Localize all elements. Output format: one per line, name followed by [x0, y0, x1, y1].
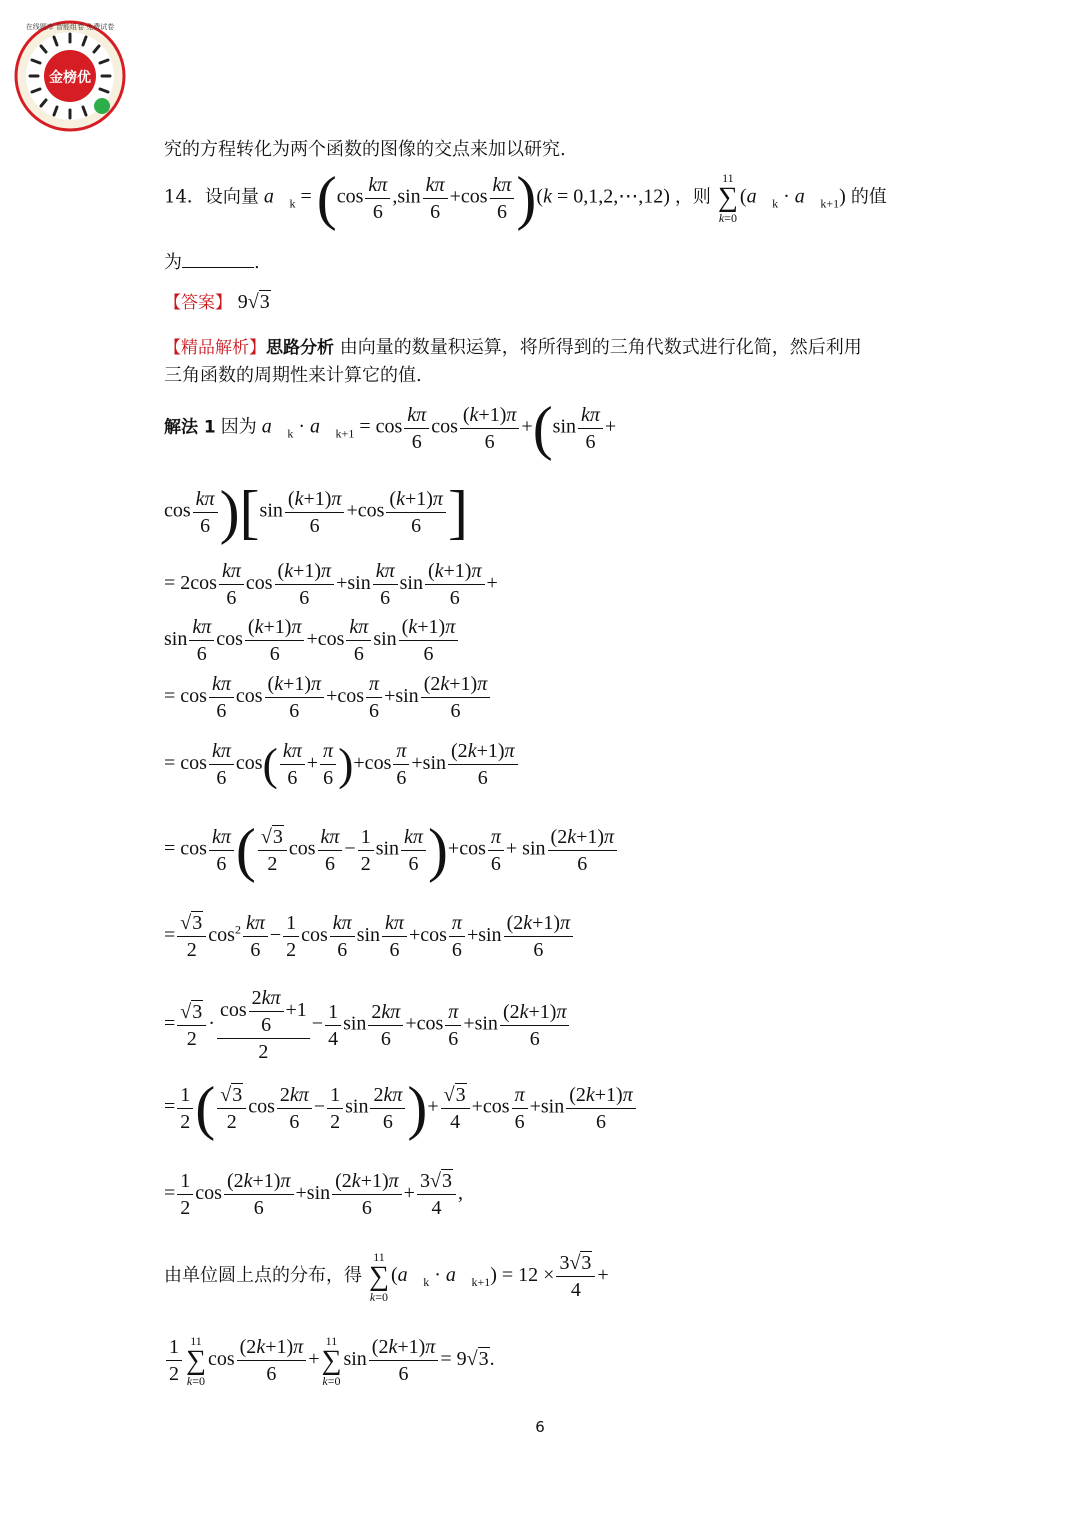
- answer-blank: [182, 249, 254, 268]
- answer-tag: 【答案】: [164, 293, 232, 313]
- step-11: = $\frac{1}{2}$ cos $\frac{(2k+1)\pi}{6}$ +sin $\frac{(2k+1)\pi}{6}$ + $\frac{3√3}{4}$ ,: [164, 1170, 463, 1219]
- brand-logo: [14, 20, 126, 132]
- logo-brand-text: 金榜优: [49, 70, 91, 86]
- blank-prefix: 为: [164, 252, 182, 273]
- analysis-tag: 【精品解析】: [164, 338, 266, 358]
- step-10: = $\frac{1}{2}$ ( $\frac{√3}{2}$ cos $\frac{2k\pi}{6}$ − $\frac{1}{2}$ sin $\frac{2k\pi}{6}$ )+ $\frac{√3}{4}$ +cos $\frac{\pi}{6}$ +sin $\frac{(2k+1)\pi}{6}$: [164, 1078, 638, 1138]
- step-8: = $\frac{√3}{2}$ $\cos^2$ $\frac{k\pi}{6}$ − $\frac{1}{2}$ cos $\frac{k\pi}{6}$ sin $\frac{k\pi}{6}$ +cos $\frac{\pi}{6}$ +sin $\frac{(2k+1)\pi}{6}$: [164, 910, 575, 963]
- analysis-title: 思路分析: [266, 338, 334, 358]
- step-1: 解法 1 因为 $a⃗_k$ · $a⃗_{k+1} = \cos$ $\frac{k\pi}{6}$ cos $\frac{(k+1)\pi}{6}$ +(sin $\frac{k\pi}{6}$ +: [164, 395, 617, 461]
- step-12: 由单位圆上点的分布，得 11 ∑ $k=0(a⃗_k$ · $a⃗_{k+1}) = 12$ × $\frac{3√3}{4}$ +: [164, 1249, 609, 1304]
- step-13: $\frac{1}{2}$ 11 ∑ k=0cos $\frac{(2k+1)\pi}{6}$ +11 ∑ k=0sin $\frac{(2k+1)\pi}{6}$ = 9√3.: [164, 1334, 495, 1387]
- step-5: = cos $\frac{k\pi}{6}$ cos $\frac{(k+1)\pi}{6}$ +cos $\frac{\pi}{6}$ +sin $\frac{(2k+1)\pi}{6}$: [164, 671, 492, 724]
- step-4: sin $\frac{k\pi}{6}$ cos $\frac{(k+1)\pi}{6}$ +cos $\frac{k\pi}{6}$ sin $\frac{(k+1)\pi}{6}$: [164, 614, 460, 667]
- unit-circle-text: 由单位圆上点的分布，得: [164, 1265, 362, 1287]
- answer-line: 【答案】 9√3: [164, 291, 270, 313]
- step-7: = cos $\frac{k\pi}{6}$ ( $\frac{√3}{2}$ cos $\frac{k\pi}{6}$ − $\frac{1}{2}$ sin $\frac{k\pi}{6}$ )+cos $\frac{\pi}{6}$ + sin $\frac{(2k+1)\pi}{6}$: [164, 820, 619, 880]
- step-9: = $\frac{√3}{2}$ · cos $\frac{2k\pi}{6}$ +1 2 − $\frac{1}{4}$ sin $\frac{2k\pi}{6}$ +cos $\frac{\pi}{6}$ +sin $\frac{(2k+1)\pi}{6}$: [164, 985, 571, 1065]
- method-label: 解法 1: [164, 417, 216, 438]
- problem-14-then: ，则: [674, 186, 711, 208]
- step-6: = cos $\frac{k\pi}{6}$ cos( $\frac{k\pi}{6}$ + $\frac{\pi}{6}$ )+cos $\frac{\pi}{6}$ +sin $\frac{(2k+1)\pi}{6}$: [164, 738, 520, 791]
- analysis-line-2: 三角函数的周期性来计算它的值.: [164, 365, 422, 386]
- problem-14: 14．设向量 $a⃗_k = (\cos$ $\frac{k\pi}{6}$ ,sin $\frac{k\pi}{6}$ +cos $\frac{k\pi}{6}$ )(k = 0,1,2,⋯,12) ，则 11 ∑ $k=0(a⃗_k$ · $a⃗_{k+1}$) 的值: [164, 165, 887, 231]
- problem-14-value: 的值: [850, 186, 887, 208]
- logo-ring-text: 在线题库 智能组卷 免费试卷: [25, 23, 115, 31]
- blank-end: .: [254, 252, 260, 273]
- problem-14-blank-line: [164, 248, 260, 274]
- text-line-1: 究的方程转化为两个函数的图像的交点来加以研究.: [164, 139, 566, 160]
- step-3: = 2cos $\frac{k\pi}{6}$ cos $\frac{(k+1)\pi}{6}$ +sin $\frac{k\pi}{6}$ sin $\frac{(k+1)\pi}{6}$ +: [164, 560, 498, 609]
- problem-14-prefix: 14．设向量: [164, 186, 259, 208]
- analysis-text: 由向量的数量积运算，将所得到的三角代数式进行化简，然后利用: [339, 337, 862, 358]
- step-2: cos $\frac{k\pi}{6}$ )[sin $\frac{(k+1)\pi}{6}$ +cos $\frac{(k+1)\pi}{6}$ ]: [164, 479, 468, 545]
- because-text: 因为: [220, 416, 257, 438]
- analysis-line: [164, 333, 862, 359]
- page-number: 6: [535, 1418, 545, 1436]
